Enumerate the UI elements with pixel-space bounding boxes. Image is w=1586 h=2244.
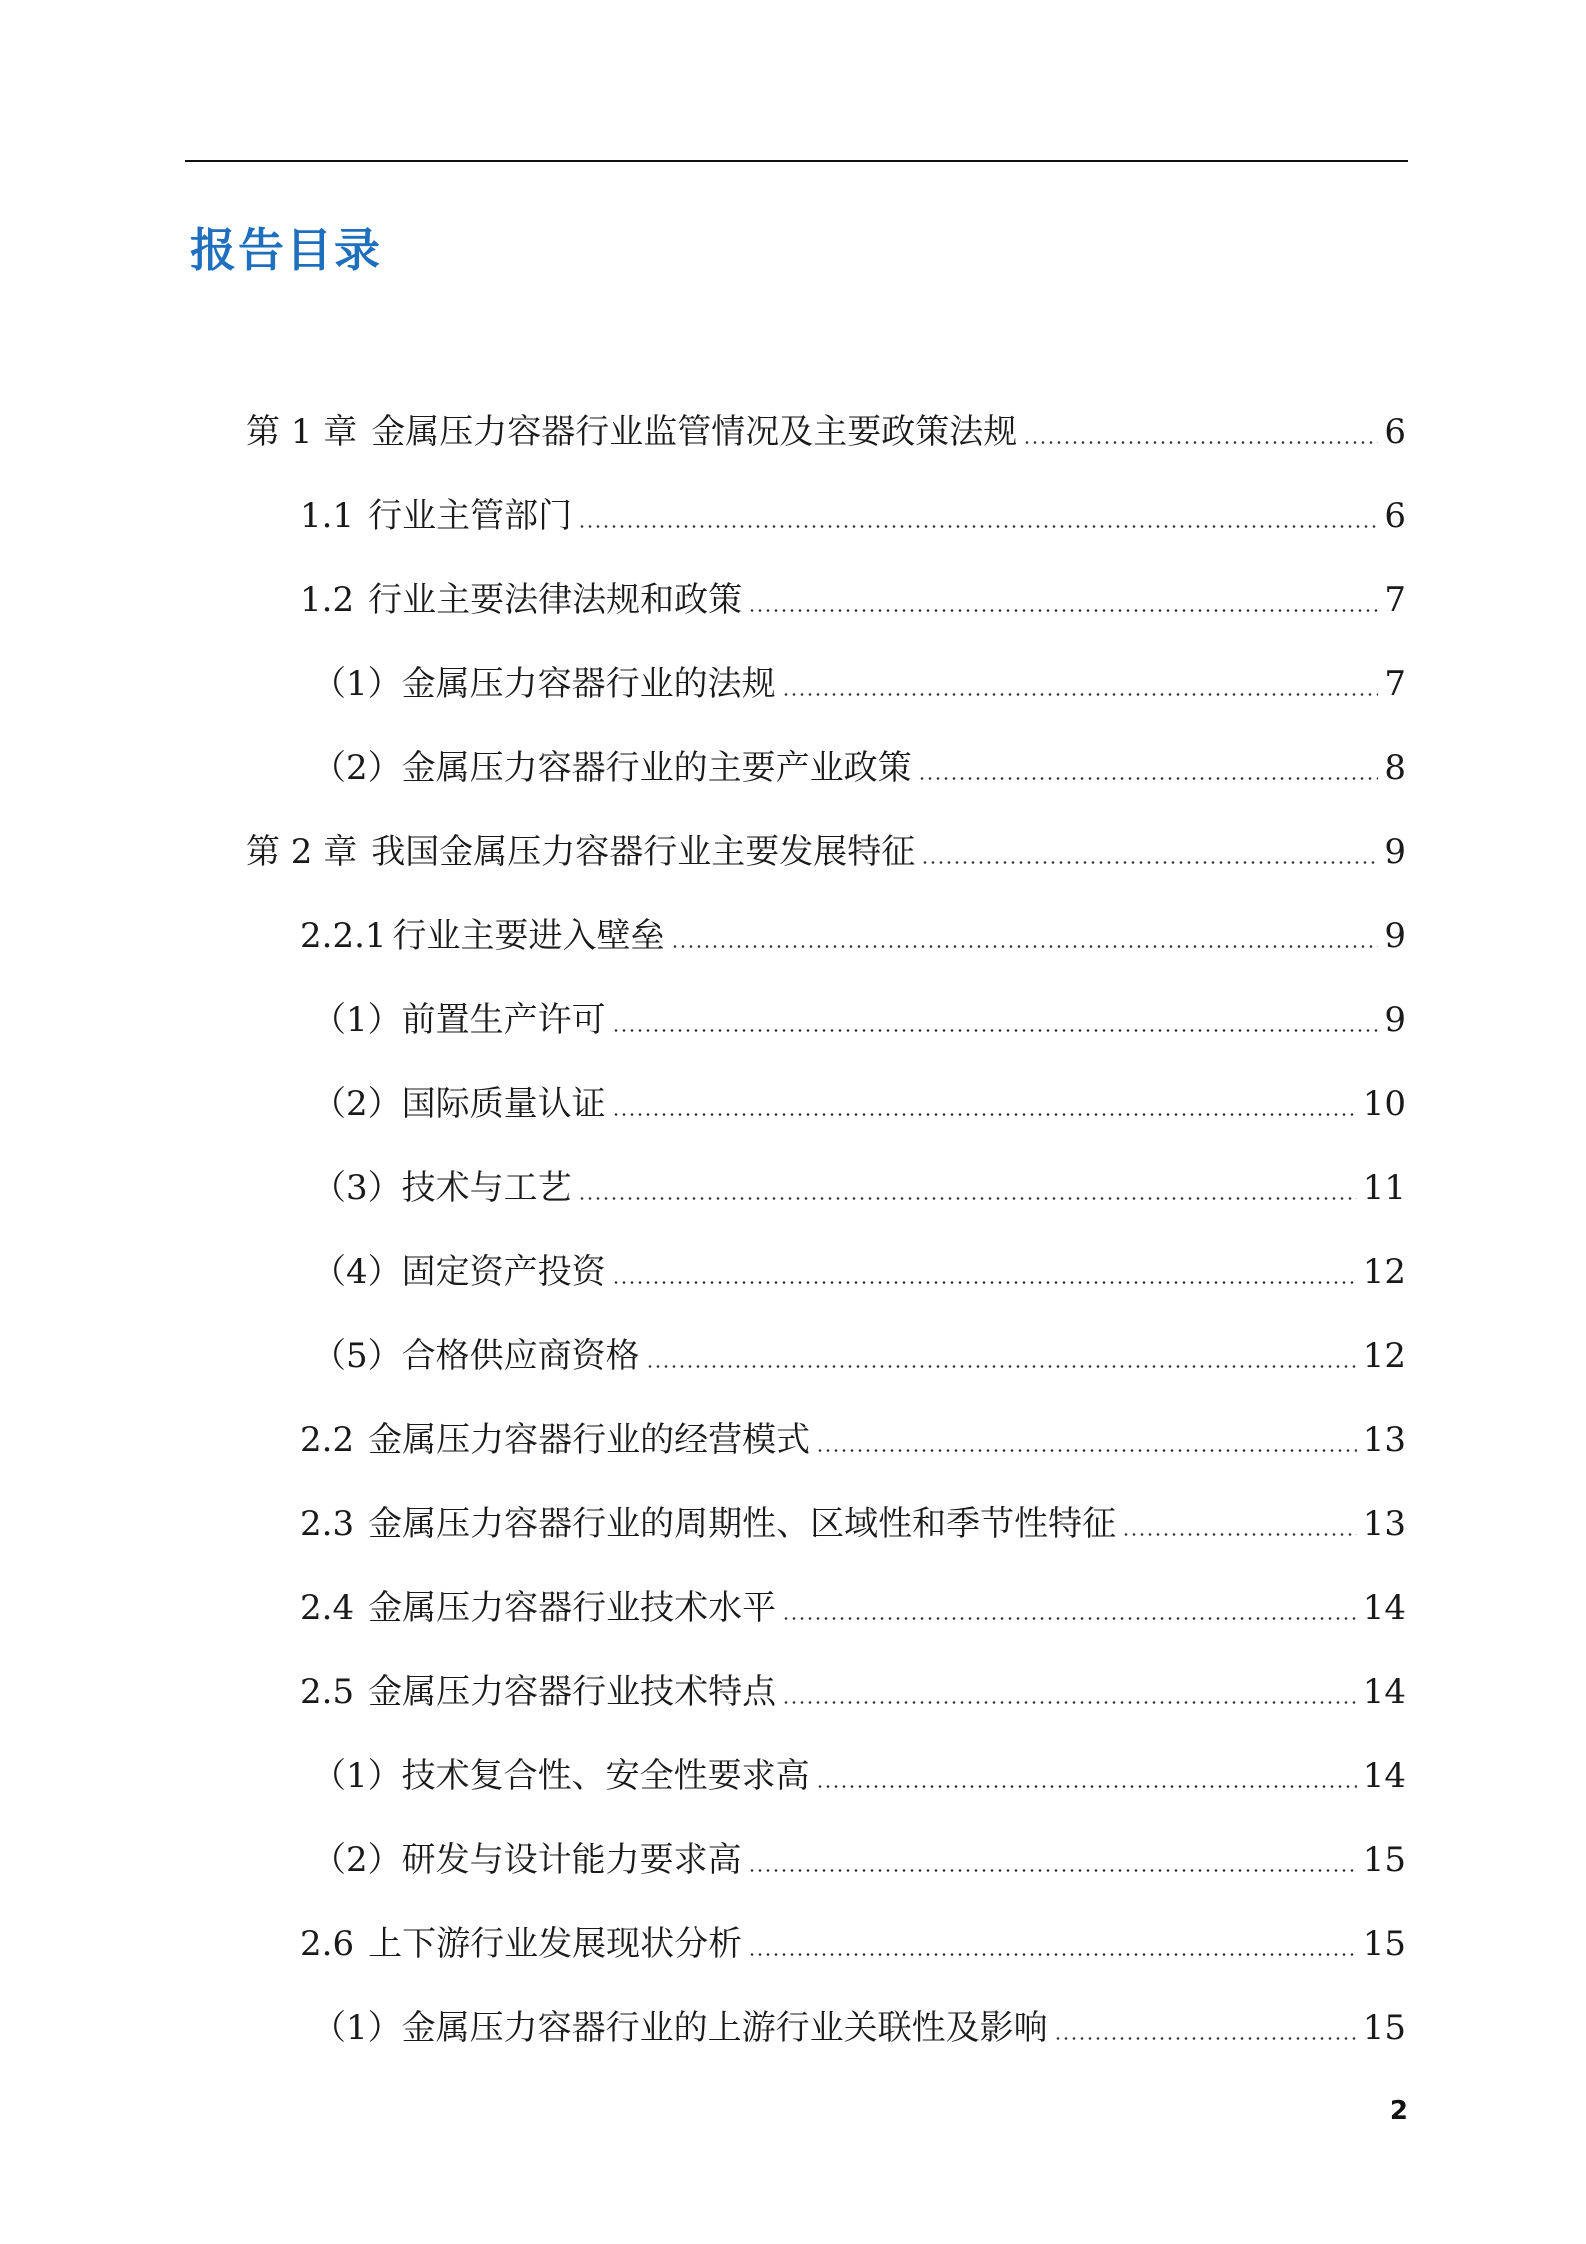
- toc-entry-label: [312, 2008, 1048, 2048]
- toc-entry-number: （5）: [312, 1336, 402, 1376]
- dot-leader: [816, 1756, 1357, 1796]
- toc-entry-number: 1.2: [300, 580, 355, 620]
- page-number: 2: [1389, 2096, 1408, 2126]
- toc-entry-page: 6: [1384, 496, 1406, 536]
- toc-entry-title: 行业主管部门: [368, 496, 573, 536]
- toc-entry-label: [300, 1420, 810, 1460]
- toc-entry-page: 11: [1362, 1168, 1406, 1208]
- page-title: 报告目录: [190, 223, 382, 277]
- dot-leader: [1122, 1504, 1357, 1544]
- toc-entry-title: 金属压力容器行业技术水平: [368, 1588, 777, 1628]
- toc-entry-page: 9: [1384, 1000, 1406, 1040]
- dot-leader: [1023, 412, 1378, 452]
- toc-entry-number: 2.2.1: [300, 916, 387, 956]
- toc-entry-title: 研发与设计能力要求高: [401, 1840, 742, 1880]
- dot-leader: [748, 1840, 1357, 1880]
- toc-entry-page: 15: [1362, 1840, 1406, 1880]
- dot-leader: [782, 664, 1379, 704]
- toc-entry-label: [300, 916, 665, 956]
- toc-entry-2-5[interactable]: [0, 1650, 1586, 1734]
- toc-entry-label: [312, 748, 912, 788]
- toc-entry-2-2-1-3[interactable]: [0, 1146, 1586, 1230]
- toc-entry-page: 9: [1384, 916, 1406, 956]
- dot-leader: [646, 1336, 1357, 1376]
- dot-leader: [816, 1420, 1357, 1460]
- toc-entry-label: [312, 664, 776, 704]
- toc-entry-number: 2.2: [300, 1420, 355, 1460]
- toc-entry-number: （2）: [312, 748, 402, 788]
- toc-entry-label: [300, 1504, 1116, 1544]
- toc-entry-number: 2.4: [300, 1588, 355, 1628]
- toc-entry-title: 行业主要进入壁垒: [392, 916, 665, 956]
- toc-entry-number: （2）: [312, 1084, 402, 1124]
- toc-entry-page: 13: [1362, 1504, 1406, 1544]
- toc-entry-1-2-2[interactable]: [0, 726, 1586, 810]
- toc-entry-page: 6: [1384, 412, 1406, 452]
- toc-entry-label: [300, 1924, 742, 1964]
- toc-entry-2-2-1-5[interactable]: [0, 1314, 1586, 1398]
- toc-entry-title: 我国金属压力容器行业主要发展特征: [371, 832, 916, 872]
- toc-entry-label: [312, 1252, 606, 1292]
- toc-entry-page: 14: [1362, 1588, 1406, 1628]
- toc-entry-1-2-1[interactable]: [0, 642, 1586, 726]
- toc-entry-title: 金属压力容器行业技术特点: [368, 1672, 777, 1712]
- toc-entry-label: [246, 832, 915, 872]
- toc-entry-1-1[interactable]: [0, 474, 1586, 558]
- toc-entry-page: 7: [1384, 664, 1406, 704]
- toc-entry-number: （3）: [312, 1168, 402, 1208]
- dot-leader: [612, 1000, 1379, 1040]
- toc-entry-2-2-1-2[interactable]: [0, 1062, 1586, 1146]
- toc-entry-2-2-1[interactable]: [0, 894, 1586, 978]
- toc-entry-2-5-1[interactable]: [0, 1734, 1586, 1818]
- toc-entry-2-2-1-4[interactable]: [0, 1230, 1586, 1314]
- toc-entry-number: （1）: [312, 664, 402, 704]
- toc-entry-page: 10: [1362, 1084, 1406, 1124]
- toc-entry-number: 第 2 章: [246, 832, 358, 872]
- toc-entry-page: 12: [1362, 1252, 1406, 1292]
- toc-entry-label: [312, 1084, 606, 1124]
- toc-entry-number: 第 1 章: [246, 412, 358, 452]
- toc-entry-page: 9: [1384, 832, 1406, 872]
- toc-entry-page: 8: [1384, 748, 1406, 788]
- dot-leader: [782, 1588, 1357, 1628]
- toc-entry-page: 13: [1362, 1420, 1406, 1460]
- toc-entry-title: 金属压力容器行业的经营模式: [368, 1420, 811, 1460]
- dot-leader: [612, 1252, 1357, 1292]
- toc-entry-number: 2.6: [300, 1924, 355, 1964]
- dot-leader: [748, 1924, 1357, 1964]
- toc-entry-2-2[interactable]: [0, 1398, 1586, 1482]
- table-of-contents: [0, 390, 1586, 2070]
- toc-entry-number: 2.5: [300, 1672, 355, 1712]
- toc-entry-page: 14: [1362, 1756, 1406, 1796]
- toc-entry-label: [312, 1336, 640, 1376]
- toc-entry-2-6[interactable]: [0, 1902, 1586, 1986]
- toc-entry-title: 金属压力容器行业的上游行业关联性及影响: [401, 2008, 1048, 2048]
- toc-entry-title: 金属压力容器行业的法规: [401, 664, 776, 704]
- toc-entry-label: [312, 1168, 572, 1208]
- dot-leader: [578, 1168, 1357, 1208]
- toc-entry-page: 7: [1384, 580, 1406, 620]
- toc-entry-page: 15: [1362, 2008, 1406, 2048]
- toc-entry-title: 金属压力容器行业监管情况及主要政策法规: [371, 412, 1018, 452]
- dot-leader: [671, 916, 1379, 956]
- toc-entry-title: 行业主要法律法规和政策: [368, 580, 743, 620]
- toc-entry-title: 技术与工艺: [401, 1168, 572, 1208]
- toc-entry-chapter-2[interactable]: [0, 810, 1586, 894]
- toc-entry-number: 1.1: [300, 496, 355, 536]
- toc-entry-title: 上下游行业发展现状分析: [368, 1924, 743, 1964]
- toc-entry-title: 金属压力容器行业的主要产业政策: [401, 748, 912, 788]
- toc-entry-number: （1）: [312, 1000, 402, 1040]
- toc-entry-chapter-1[interactable]: [0, 390, 1586, 474]
- toc-entry-2-6-1[interactable]: [0, 1986, 1586, 2070]
- toc-entry-label: [300, 580, 742, 620]
- toc-entry-number: （1）: [312, 1756, 402, 1796]
- toc-entry-label: [312, 1000, 606, 1040]
- toc-entry-2-3[interactable]: [0, 1482, 1586, 1566]
- dot-leader: [748, 580, 1378, 620]
- toc-entry-title: 合格供应商资格: [401, 1336, 640, 1376]
- toc-entry-label: [300, 1588, 776, 1628]
- toc-entry-title: 金属压力容器行业的周期性、区域性和季节性特征: [368, 1504, 1117, 1544]
- header-rule: [185, 160, 1408, 162]
- toc-entry-label: [312, 1840, 742, 1880]
- toc-entry-number: （2）: [312, 1840, 402, 1880]
- dot-leader: [782, 1672, 1357, 1712]
- toc-entry-2-4[interactable]: [0, 1566, 1586, 1650]
- toc-entry-number: 2.3: [300, 1504, 355, 1544]
- toc-entry-label: [246, 412, 1017, 452]
- toc-entry-2-5-2[interactable]: [0, 1818, 1586, 1902]
- dot-leader: [921, 832, 1378, 872]
- toc-entry-1-2[interactable]: [0, 558, 1586, 642]
- toc-entry-page: 14: [1362, 1672, 1406, 1712]
- toc-entry-title: 固定资产投资: [401, 1252, 606, 1292]
- dot-leader: [918, 748, 1379, 788]
- toc-entry-label: [300, 1672, 776, 1712]
- toc-entry-2-2-1-1[interactable]: [0, 978, 1586, 1062]
- toc-entry-page: 15: [1362, 1924, 1406, 1964]
- toc-entry-page: 12: [1362, 1336, 1406, 1376]
- toc-entry-label: [300, 496, 572, 536]
- toc-entry-number: （1）: [312, 2008, 402, 2048]
- toc-entry-title: 国际质量认证: [401, 1084, 606, 1124]
- dot-leader: [612, 1084, 1357, 1124]
- dot-leader: [1054, 2008, 1357, 2048]
- toc-entry-title: 前置生产许可: [401, 1000, 606, 1040]
- toc-entry-number: （4）: [312, 1252, 402, 1292]
- dot-leader: [578, 496, 1378, 536]
- toc-entry-label: [312, 1756, 810, 1796]
- toc-entry-title: 技术复合性、安全性要求高: [401, 1756, 810, 1796]
